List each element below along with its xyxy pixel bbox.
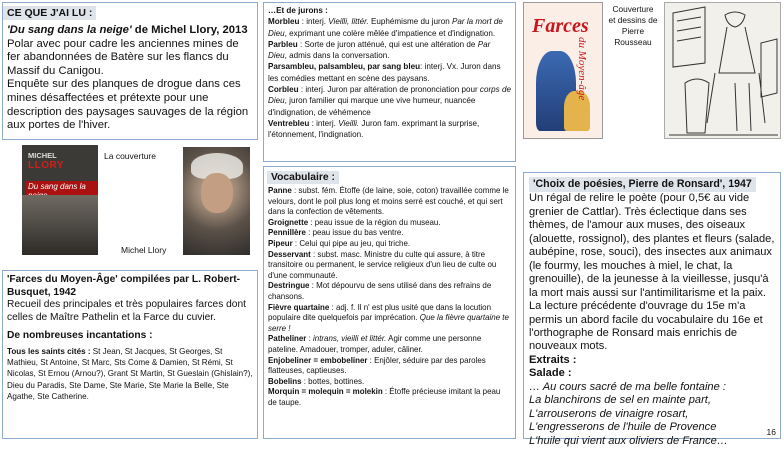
juron-item: Morbleu : interj. Vieilli, littér. Euphémisme du juron Par la mort de Dieu, exprimant une colère mêlée d'impatience et d'indignation. bbox=[268, 17, 503, 38]
vocab-item: Pipeur : Celui qui pipe au jeu, qui triche. bbox=[268, 238, 411, 248]
juron-item: Ventrebleu : interj. Vieilli. Juron fam. exprimant la surprise, l'étonnement, l'indignation. bbox=[268, 118, 480, 140]
verse-line: … Au cours sacré de ma belle fontaine : bbox=[529, 380, 726, 393]
ronsard-paragraph-1: Un régal de relire le poète (pour 0,5€ au vide grenier de Cattlar). Très éclectique dans ses thèmes, de l'amour aux muses, des oiseaux (alouette, rossignol), des plantes et fleurs (salade, aubépine, rose, souci), des insectes aux animaux (le fourmy, les mouches à miel, le chat, la grenouille), de la jeunesse à la vieillesse, jusqu'à la mort mais aussi sur l'antimilitarisme et la paix. bbox=[529, 192, 775, 299]
rousseau-drawing bbox=[664, 2, 781, 139]
juron-item: Parbleu : Sorte de juron atténué, qui est une altération de Par Dieu, admis dans la conversation. bbox=[268, 39, 491, 61]
vocab-item: Fièvre quartaine : adj. f. Il n' est plus usité que dans la locution populaire dite quelquefois par imprécation. Que la fièvre quartaine te serre ! bbox=[268, 302, 509, 333]
cover-word-moyen-age: du Moyen-âge bbox=[576, 37, 588, 101]
vocab-item: Morquin = molequin = molekin : Étoffe précieuse imitant la peau de taupe. bbox=[268, 387, 501, 407]
vocab-item: Destringue : Mot dépourvu de sens utilisé dans des refrains de chansons. bbox=[268, 281, 492, 301]
drawing-svg bbox=[665, 3, 782, 140]
portrait-caption: Michel Llory bbox=[121, 245, 167, 255]
vocab-item: Bobelins : bottes, bottines. bbox=[268, 376, 365, 386]
vocab-item: Patheliner : intrans, vieilli et littér. Agir comme une personne pateline. Amadouer, tromper, aduler, câliner. bbox=[268, 334, 482, 354]
vocab-item: Enjobeliner = embobeliner : Enjôler, séduire par des paroles flatteuses, captieuses. bbox=[268, 355, 486, 376]
farces-paragraph: Recueil des principales et très populaires farces dont celles de Maître Pathelin et la Farce du cuvier. bbox=[7, 299, 246, 323]
vocabulaire-panel bbox=[263, 166, 516, 439]
cover-author-last: LLORY bbox=[28, 160, 65, 171]
jurons-panel bbox=[263, 2, 516, 162]
cover-title: Du sang dans la bbox=[26, 181, 98, 201]
verse-line: L'huile qui vient aux oliviers de France… bbox=[529, 434, 728, 447]
vocab-header: Vocabulaire : bbox=[267, 171, 339, 184]
cover-caption: La couverture bbox=[104, 151, 156, 161]
vocab-item: Pennillère : peau issue du bas ventre. bbox=[268, 228, 404, 238]
review-paragraph-2: Enquête sur des planques de drogue dans ces mines désaffectées et prétexte pour une description des paysages sauvages de la région aux portes de l'hiver. bbox=[7, 78, 249, 132]
farces-cover-caption: Couverture et dessins de Pierre Rousseau bbox=[608, 4, 658, 47]
extraits-label: Extraits : bbox=[529, 353, 577, 366]
farces-title: 'Farces du Moyen-Âge' compilées par L. Robert-Busquet, 1942 bbox=[7, 274, 240, 298]
vocab-item: Groignette : peau issue de la région du museau. bbox=[268, 217, 441, 227]
author-portrait bbox=[183, 147, 250, 255]
farces-book-cover bbox=[523, 2, 603, 139]
juron-item: Parsambleu, palsambleu, par sang bleu: interj. Vx. Juron dans les comédies mettant en scène des paysans. bbox=[268, 62, 501, 83]
jurons-intro: …Et de jurons : bbox=[268, 6, 328, 15]
cover-landscape bbox=[22, 195, 98, 255]
review-paragraph-1: Polar avec pour cadre les anciennes mines de fer abandonnées de Batère sur les flancs du Massif du Canigou. bbox=[7, 37, 239, 77]
page-number: 16 bbox=[766, 427, 776, 437]
juron-item: Corbleu : interj. Juron par altération de prononciation pour corps de Dieu, juron familier qui marque une vive humeur, nuancée d'indignation, de véhémence bbox=[268, 85, 511, 117]
cover-author-first: MICHEL bbox=[28, 151, 57, 160]
verse-line: L'engresserons de l'huile de Provence bbox=[529, 421, 717, 434]
verse-line: La blanchirons de sel en mainte part, bbox=[529, 394, 711, 407]
book-cover-image bbox=[22, 145, 98, 255]
ronsard-title: 'Choix de poésies, Pierre de Ronsard', 1947 bbox=[529, 177, 756, 192]
vocab-item: Panne : subst. fém. Étoffe (de laine, soie, coton) travaillée comme le velours, dont le poil plus long et moins serré est couché, et qui sert dans la confection de vêtements. bbox=[268, 186, 509, 217]
incantations-title: De nombreuses incantations : bbox=[7, 330, 153, 342]
review-farces bbox=[2, 270, 258, 439]
saints-list: Tous les saints cités : St Jean, St Jacques, St Georges, St Mathieu, St Antoine, St Marc, Sts Come & Damien, St Rémi, St Nicolas, St Ernou (Arnou?), Grant St Martin, St Gueslain (Ghislain?), Dieu du Paradis, Ste Dame, Ste Marie, Ste Marie la Belle, Ste Agathe, Ste Catherine. bbox=[7, 346, 253, 401]
ronsard-paragraph-2: La lecture précédente d'ouvrage du 15e m'a permis un abord facile du vocabulaire du 16e et l'orthographe de Ronsard mais enrichis de nouveaux mots. bbox=[529, 300, 763, 353]
verse-line: L'arrouserons de vinaigre rosart, bbox=[529, 407, 689, 420]
book-title: 'Du sang dans la neige' de Michel Llory, 2013 bbox=[7, 24, 248, 36]
review-du-sang-dans-la-neige bbox=[2, 2, 258, 140]
section-header: CE QUE J'AI LU : bbox=[3, 6, 96, 20]
cover-word-farces: Farces bbox=[532, 15, 589, 37]
salade-label: Salade : bbox=[529, 367, 572, 380]
review-ronsard bbox=[523, 172, 781, 447]
vocab-item: Desservant : subst. masc. Ministre du culte qui assure, à titre transitoire ou permanent, le service religieux d'un lieu de culte ou d'une communauté. bbox=[268, 249, 497, 280]
